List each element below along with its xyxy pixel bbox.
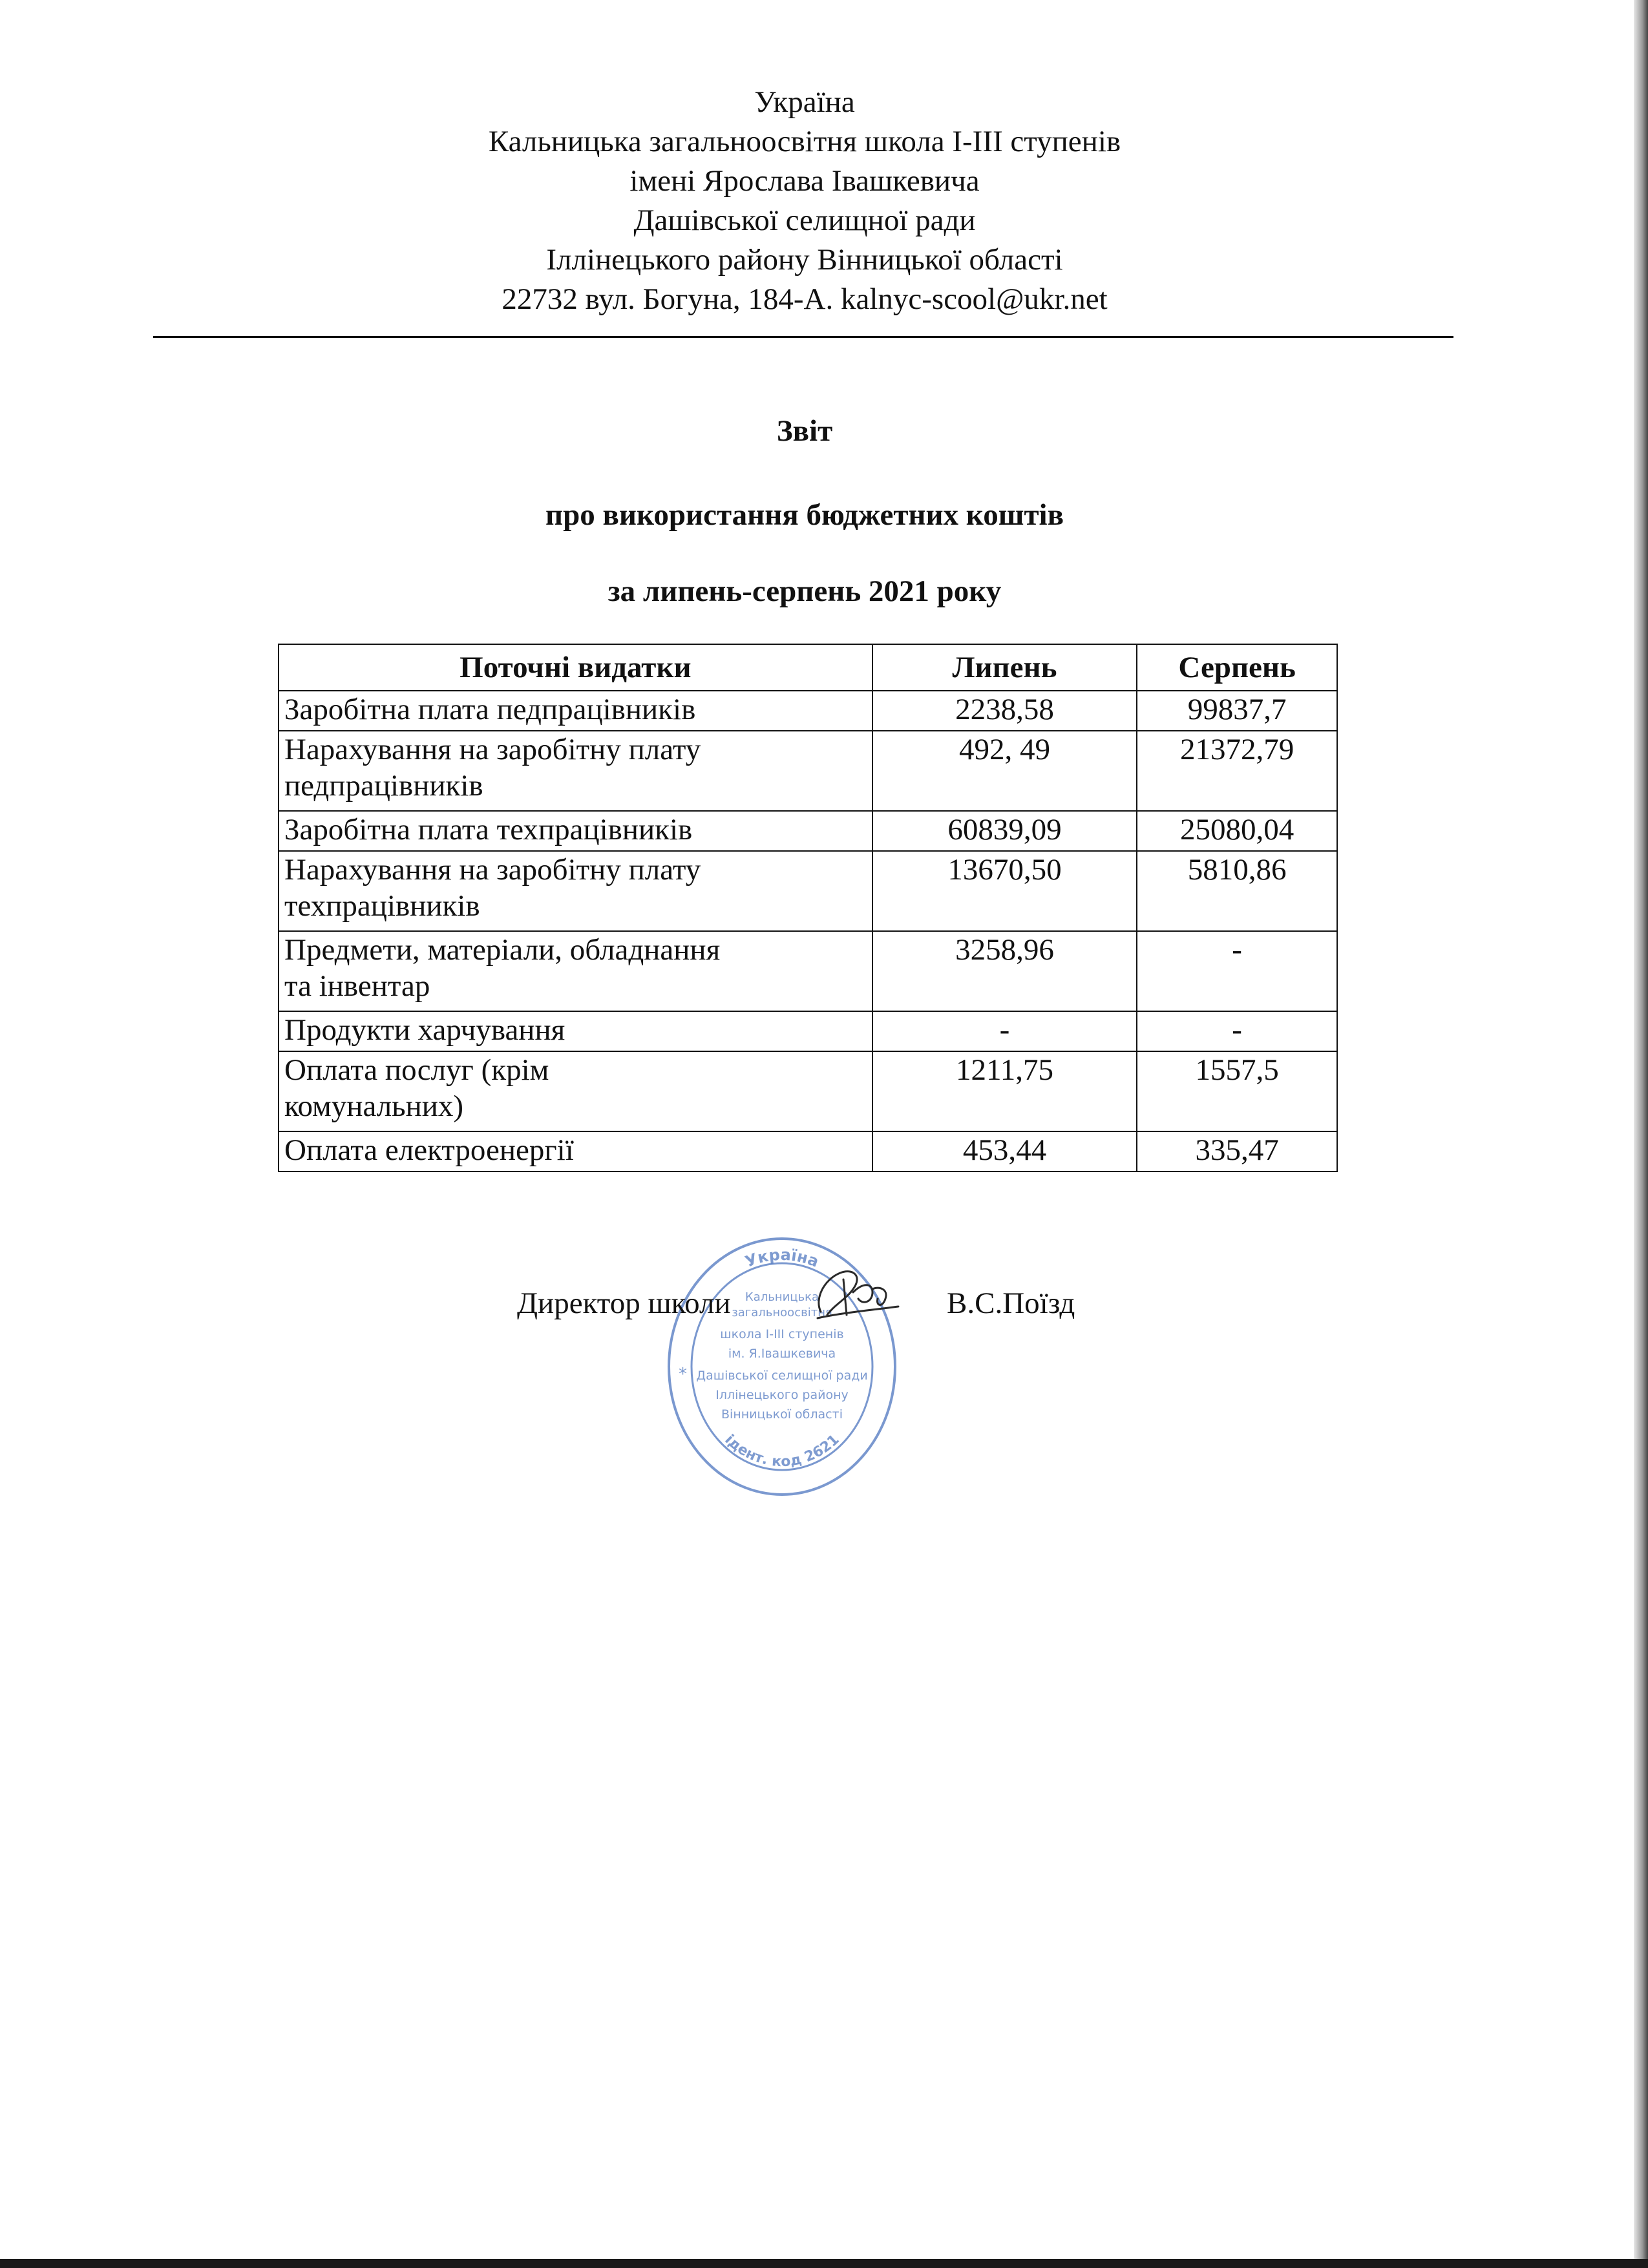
row-label-line1: Заробітна плата педпрацівників bbox=[284, 693, 696, 726]
row-label-line1: Нарахування на заробітну плату bbox=[284, 733, 701, 766]
table-row bbox=[279, 851, 1337, 931]
report-period: за липень-серпень 2021 року bbox=[607, 574, 1002, 608]
table-row bbox=[279, 691, 1337, 731]
letterhead-school-name: Кальницька загальноосвітня школа І-ІІІ ступенів bbox=[488, 125, 1121, 158]
table-row bbox=[279, 731, 1337, 811]
row-label-line1: Продукти харчування bbox=[284, 1013, 565, 1047]
row-august-value: - bbox=[1137, 1011, 1337, 1051]
letterhead-school-namesake: імені Ярослава Івашкевича bbox=[629, 164, 980, 198]
row-label bbox=[279, 931, 872, 1011]
row-label-line1: Заробітна плата техпрацівників bbox=[284, 813, 693, 846]
stamp-line: Іллінецького району bbox=[715, 1388, 849, 1402]
signature-name: В.С.Поїзд bbox=[947, 1286, 1075, 1320]
signature-position: Директор школи bbox=[517, 1286, 731, 1320]
row-label bbox=[279, 1011, 872, 1051]
row-label-line1: Предмети, матеріали, обладнання bbox=[284, 933, 721, 967]
stamp-line: школа І-ІІІ ступенів bbox=[720, 1327, 844, 1341]
row-label-line2: техпрацівників bbox=[284, 889, 480, 923]
header-july: Липень bbox=[872, 644, 1137, 691]
row-label-line1: Нарахування на заробітну плату bbox=[284, 853, 701, 887]
row-label-line2: комунальних) bbox=[284, 1089, 464, 1123]
expenses-table bbox=[278, 644, 1338, 1172]
stamp-arc-top: Україна bbox=[743, 1245, 821, 1271]
stamp-line: Вінницької області bbox=[721, 1407, 843, 1422]
row-label bbox=[279, 851, 872, 931]
svg-text:ідент. код 2621 bbox=[721, 1432, 842, 1471]
table-header-row bbox=[279, 644, 1337, 691]
letterhead-address: 22732 вул. Богуна, 184-А. kalnyc-scool@ukr.net bbox=[502, 282, 1108, 316]
row-july-value: 3258,96 bbox=[872, 931, 1137, 1011]
row-july-value: 13670,50 bbox=[872, 851, 1137, 931]
stamp-arc-bottom: ідент. код 2621 bbox=[721, 1431, 843, 1471]
row-july-value: - bbox=[872, 1011, 1137, 1051]
scan-edge-bottom bbox=[0, 2259, 1648, 2268]
table-row bbox=[279, 1011, 1337, 1051]
row-label-line1: Оплата послуг (крім bbox=[284, 1053, 549, 1087]
header-expenses: Поточні видатки bbox=[279, 644, 872, 691]
row-label bbox=[279, 731, 872, 811]
row-august-value: - bbox=[1137, 931, 1337, 1011]
row-august-value: 21372,79 bbox=[1137, 731, 1337, 811]
letterhead-country: Україна bbox=[754, 85, 855, 119]
table-row bbox=[279, 931, 1337, 1011]
row-label-line1: Оплата електроенергії bbox=[284, 1133, 574, 1167]
row-label-line2: та інвентар bbox=[284, 969, 430, 1003]
table-row bbox=[279, 1131, 1337, 1171]
row-label-line2: педпрацівників bbox=[284, 769, 483, 803]
header-august: Серпень bbox=[1137, 644, 1337, 691]
row-label bbox=[279, 1051, 872, 1131]
stamp-star-icon: * bbox=[679, 1365, 687, 1384]
report-title: Звіт bbox=[776, 414, 833, 448]
row-august-value: 5810,86 bbox=[1137, 851, 1337, 931]
letterhead-region: Іллінецького району Вінницької області bbox=[546, 243, 1063, 277]
stamp-line: Кальницька bbox=[745, 1290, 819, 1304]
stamp-line: загальноосвітня bbox=[732, 1306, 832, 1319]
handwritten-signature bbox=[808, 1254, 905, 1338]
row-august-value: 25080,04 bbox=[1137, 811, 1337, 851]
row-july-value: 1211,75 bbox=[872, 1051, 1137, 1131]
letterhead-council: Дашівської селищної ради bbox=[633, 204, 976, 237]
row-july-value: 453,44 bbox=[872, 1131, 1137, 1171]
scan-edge-right bbox=[1634, 0, 1648, 2268]
stamp-line: Дашівської селищної ради bbox=[696, 1369, 868, 1383]
row-label bbox=[279, 811, 872, 851]
letterhead bbox=[152, 83, 1457, 319]
stamp-line: ім. Я.Івашкевича bbox=[728, 1347, 836, 1361]
row-july-value: 2238,58 bbox=[872, 691, 1137, 731]
row-label bbox=[279, 691, 872, 731]
row-august-value: 1557,5 bbox=[1137, 1051, 1337, 1131]
row-august-value: 99837,7 bbox=[1137, 691, 1337, 731]
row-july-value: 60839,09 bbox=[872, 811, 1137, 851]
report-subtitle: про використання бюджетних коштів bbox=[545, 498, 1064, 532]
row-label bbox=[279, 1131, 872, 1171]
row-july-value: 492, 49 bbox=[872, 731, 1137, 811]
table-row bbox=[279, 1051, 1337, 1131]
table-row bbox=[279, 811, 1337, 851]
letterhead-divider bbox=[153, 336, 1453, 338]
row-august-value: 335,47 bbox=[1137, 1131, 1337, 1171]
